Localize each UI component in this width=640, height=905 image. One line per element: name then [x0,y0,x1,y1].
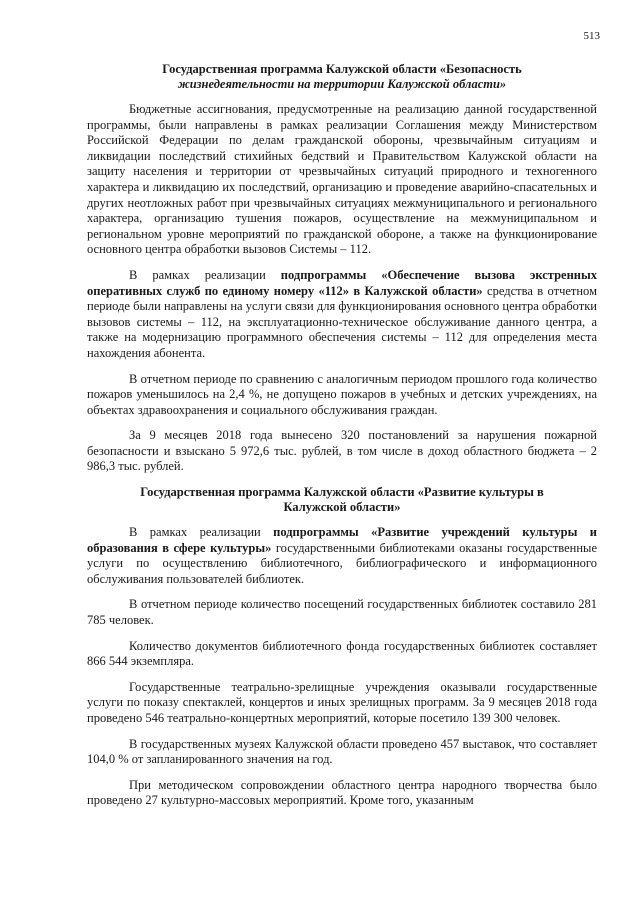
paragraph-text: средства в отчетном периоде были направлены на услуги связи для функционирования основного центра обработки вызовов системы – 112, на эксплуатационно-техническое обслуживание данного центра, а также на модернизацию программного обеспечения системы – 112 для определения места нахождения абонента. [87,283,597,360]
page-number: 513 [583,30,600,42]
paragraph: За 9 месяцев 2018 года вынесено 320 постановлений за нарушения пожарной безопасности и взыскано 5 972,6 тыс. рублей, в том числе в доход областного бюджета – 2 986,3 тыс. рублей. [87,428,597,474]
section-title-culture [87,485,597,515]
paragraph: Государственные театрально-зрелищные учреждения оказывали государственные услуги по показу спектаклей, концертов и иных зрелищных программ. За 9 месяцев 2018 года проведено 546 театрально-концертных мероприятий, которые посетило 139 300 человек. [87,679,597,725]
paragraph: В государственных музеях Калужской области проведено 457 выставок, что составляет 104,0 % от запланированного значения на год. [87,736,597,767]
paragraph: При методическом сопровождении областного центра народного творчества было проведено 27 культурно-массовых мероприятий. Кроме того, указанным [87,777,597,808]
subprogram-name: подпрограммы «Развитие учреждений культуры и образования в сфере культуры» [87,525,597,555]
paragraph [87,525,597,587]
paragraph: Бюджетные ассигнования, предусмотренные на реализацию данной государственной программы, были направлены в рамках реализации Соглашения между Министерством Российской Федерации по делам гражданской обороны, чрезвычайным ситуациям и ликвидации последствий стихийных бедствий и Правительством Калужской области на защиту населения и территории от чрезвычайных ситуаций природного и техногенного характера и ликвидацию их последствий, организацию и проведение аварийно-спасательных и других неотложных работ при чрезвычайных ситуациях межмуниципального и регионального характера, организацию тушения пожаров, осуществление на межмуниципальном и региональном уровне мероприятий по гражданской обороне, а также на функционирование основного центра обработки вызовов Системы – 112. [87,102,597,257]
section-title-line: Калужской области» [283,500,401,515]
section-title-line: Государственная программа Калужской области «Безопасность [162,62,522,76]
section-title-line: Государственная программа Калужской области «Развитие культуры в [140,485,544,500]
paragraph [87,268,597,362]
paragraph: Количество документов библиотечного фонда государственных библиотек составляет 866 544 экземпляра. [87,638,597,669]
paragraph: В отчетном периоде по сравнению с аналогичным периодом прошлого года количество пожаров уменьшилось на 2,4 %, не допущено пожаров в учебных и детских учреждениях, на объектах здравоохранения и социального обслуживания граждан. [87,371,597,417]
section-title-safety [87,62,597,92]
paragraph-text: В рамках реализации [129,525,274,540]
paragraph-text: государственными библиотеками оказаны государственные услуги по осуществлению библиотечного, библиографического и информационного обслуживания пользователей библиотек. [87,540,597,586]
subprogram-name: подпрограммы «Обеспечение вызова экстренных оперативных служб по единому номеру «112» в Калужской области» [87,267,597,298]
paragraph: В отчетном периоде количество посещений государственных библиотек составило 281 785 человек. [87,597,597,628]
paragraph-text: В рамках реализации [129,267,281,282]
document-body [87,62,597,809]
section-title-line: жизнедеятельности на территории Калужской области» [177,77,507,91]
